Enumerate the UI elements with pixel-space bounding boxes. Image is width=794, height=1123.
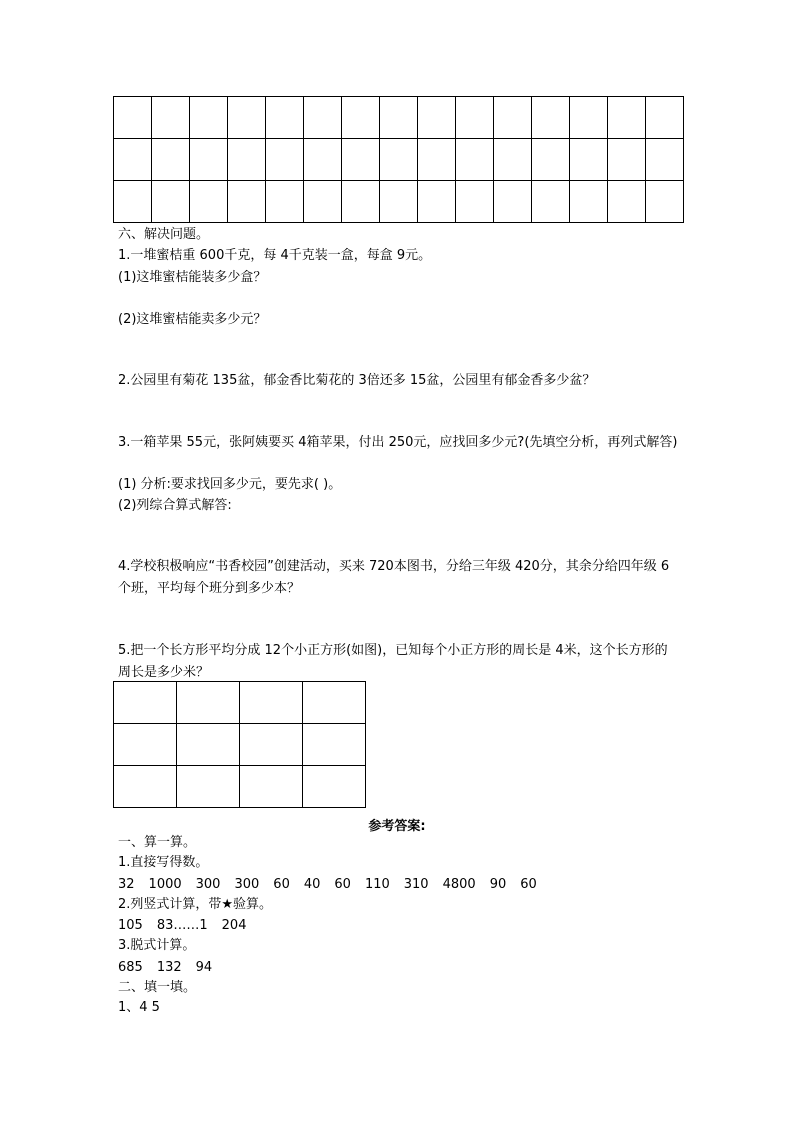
grid-cell (304, 139, 342, 181)
writing-grid (113, 96, 684, 223)
grid-row (114, 766, 366, 808)
answers-item-3-values (118, 959, 226, 977)
grid-cell (456, 97, 494, 139)
grid-cell (532, 139, 570, 181)
grid-cell (303, 724, 366, 766)
grid-cell (456, 181, 494, 223)
answers-part-2: 二、填一填。 (118, 980, 197, 995)
grid-cell (240, 682, 303, 724)
grid-row (114, 181, 684, 223)
answers-fill-1: 1、4 5 (118, 1000, 160, 1015)
grid-cell (228, 139, 266, 181)
grid-cell (570, 139, 608, 181)
grid-cell (114, 766, 177, 808)
grid-cell (266, 97, 304, 139)
grid-cell (304, 97, 342, 139)
answer-value: 110 (364, 877, 390, 892)
grid-cell (177, 682, 240, 724)
grid-cell (114, 139, 152, 181)
answer-value: 60 (520, 877, 537, 892)
grid-cell (114, 682, 177, 724)
grid-cell (266, 139, 304, 181)
grid-cell (190, 181, 228, 223)
grid-cell (240, 724, 303, 766)
grid-cell (418, 181, 456, 223)
grid-cell (532, 97, 570, 139)
question-1-part-2: (2)这堆蜜桔能卖多少元？ (118, 312, 267, 327)
answer-value: 310 (403, 877, 429, 892)
grid-cell (418, 97, 456, 139)
answer-value: 83……1 (156, 918, 208, 933)
grid-cell (418, 139, 456, 181)
grid-cell (380, 139, 418, 181)
grid-cell (152, 97, 190, 139)
grid-cell (494, 97, 532, 139)
grid-cell (608, 181, 646, 223)
question-5: 5.把一个长方形平均分成 12个小正方形(如图)，已知每个小正方形的周长是 4米，这个长方形的周长是多少米？ (118, 643, 668, 680)
answer-value: 132 (156, 960, 182, 975)
answers-item-1: 1.直接写得数。 (118, 855, 209, 870)
answer-value: 94 (195, 960, 213, 975)
grid-cell (152, 181, 190, 223)
answer-value: 300 (234, 877, 260, 892)
section-heading: 六、解决问题。 (118, 227, 210, 242)
question-3-part-2: (2)列综合算式解答: (118, 498, 232, 513)
question-4: 4.学校积极响应“书香校园”创建活动，买来 720本图书，分给三年级 420分，其余分给四年级 6个班，平均每个班分到多少本？ (118, 559, 670, 596)
grid-cell (114, 724, 177, 766)
answer-value: 685 (118, 960, 143, 975)
rectangle-figure (113, 681, 366, 808)
grid-cell (228, 97, 266, 139)
answers-item-3: 3.脱式计算。 (118, 938, 196, 953)
grid-cell (228, 181, 266, 223)
grid-cell (342, 97, 380, 139)
grid-cell (177, 724, 240, 766)
grid-cell (646, 139, 684, 181)
grid-cell (266, 181, 304, 223)
grid-row (114, 97, 684, 139)
grid-cell (380, 181, 418, 223)
grid-cell (190, 139, 228, 181)
grid-cell (190, 97, 228, 139)
answer-value: 60 (334, 877, 351, 892)
answer-value: 300 (195, 877, 221, 892)
grid-cell (152, 139, 190, 181)
grid-cell (303, 766, 366, 808)
answers-item-1-values (118, 876, 551, 894)
grid-cell (380, 97, 418, 139)
grid-cell (646, 181, 684, 223)
grid-cell (342, 139, 380, 181)
grid-cell (646, 97, 684, 139)
question-3-part-1: (1) 分析:要求找回多少元，要先求( )。 (118, 477, 342, 492)
grid-cell (494, 181, 532, 223)
answer-value: 32 (118, 877, 135, 892)
grid-cell (608, 139, 646, 181)
answer-value: 1000 (148, 877, 182, 892)
answer-value: 40 (303, 877, 321, 892)
answer-value: 105 (118, 918, 143, 933)
question-1: 1.一堆蜜桔重 600千克，每 4千克装一盒，每盒 9元。 (118, 248, 432, 263)
grid-row (114, 139, 684, 181)
answer-value: 90 (489, 877, 507, 892)
grid-cell (532, 181, 570, 223)
answers-item-2: 2.列竖式计算，带★验算。 (118, 897, 273, 912)
answers-part-1: 一、算一算。 (118, 835, 197, 850)
grid-cell (608, 97, 646, 139)
grid-cell (494, 139, 532, 181)
answer-value: 204 (221, 918, 247, 933)
answers-item-2-values (118, 917, 260, 935)
grid-cell (303, 682, 366, 724)
question-3: 3.一箱苹果 55元，张阿姨要买 4箱苹果，付出 250元，应找回多少元?(先填空分析，再列式解答) (118, 435, 678, 450)
grid-cell (114, 97, 152, 139)
grid-cell (342, 181, 380, 223)
grid-row (114, 724, 366, 766)
answers-title: 参考答案: (368, 819, 426, 834)
grid-cell (570, 97, 608, 139)
question-2: 2.公园里有菊花 135盆，郁金香比菊花的 3倍还多 15盆，公园里有郁金香多少盆？ (118, 373, 596, 388)
question-1-part-1: (1)这堆蜜桔能装多少盒？ (118, 270, 267, 285)
grid-cell (114, 181, 152, 223)
grid-cell (456, 139, 494, 181)
answer-value: 4800 (442, 877, 476, 892)
grid-cell (304, 181, 342, 223)
grid-cell (240, 766, 303, 808)
grid-cell (570, 181, 608, 223)
answer-value: 60 (273, 877, 290, 892)
grid-row (114, 682, 366, 724)
grid-cell (177, 766, 240, 808)
